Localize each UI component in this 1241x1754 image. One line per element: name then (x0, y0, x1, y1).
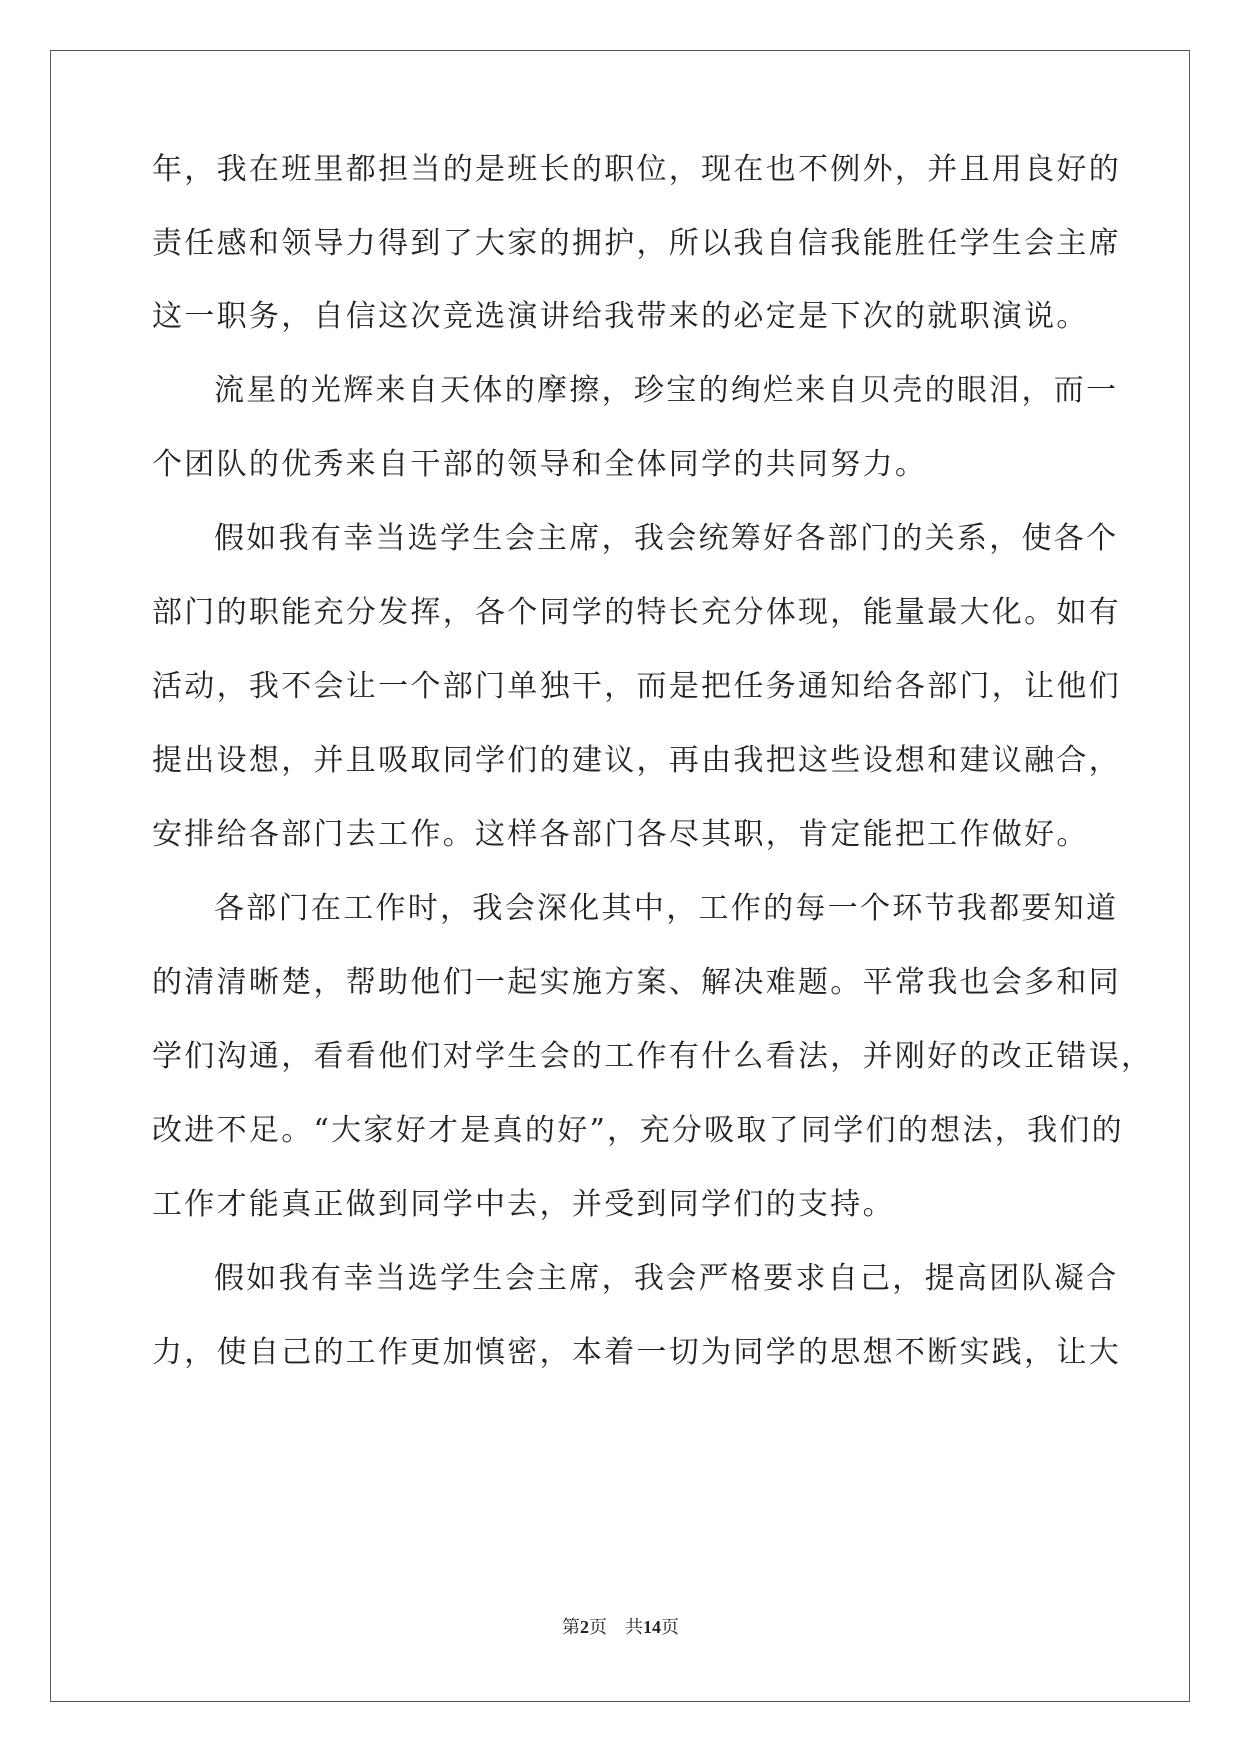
text-line: 改进不足。“大家好才是真的好”，充分吸取了同学们的想法，我们的 (152, 1113, 1124, 1148)
footer-suffix: 页 (661, 1617, 679, 1637)
text-line: 安排给各部门去工作。这样各部门各尽其职，肯定能把工作做好。 (152, 817, 1089, 852)
text-line: 提出设想，并且吸取同学们的建议，再由我把这些设想和建议融合， (152, 743, 1121, 778)
text-line: 的清清晰楚，帮助他们一起实施方案、解决难题。平常我也会多和同 (152, 965, 1121, 1000)
current-page-number: 2 (580, 1617, 589, 1637)
text-line: 责任感和领导力得到了大家的拥护，所以我自信我能胜任学生会主席 (152, 226, 1121, 261)
paragraph-start-line: 流星的光辉来自天体的摩擦，珍宝的绚烂来自贝壳的眼泪，而一 (214, 373, 1119, 408)
total-pages-number: 14 (643, 1617, 661, 1637)
footer-mid: 页 共 (589, 1617, 643, 1637)
paragraph-start-line: 假如我有幸当选学生会主席，我会严格要求自己，提高团队凝合 (214, 1261, 1119, 1296)
footer-prefix: 第 (562, 1617, 580, 1637)
paragraph-start-line: 各部门在工作时，我会深化其中，工作的每一个环节我都要知道 (214, 891, 1119, 926)
text-line: 个团队的优秀来自干部的领导和全体同学的共同努力。 (152, 447, 928, 482)
text-line: 活动，我不会让一个部门单独干，而是把任务通知给各部门，让他们 (152, 669, 1121, 704)
text-line: 年，我在班里都担当的是班长的职位，现在也不例外，并且用良好的 (152, 152, 1121, 187)
paragraph-start-line: 假如我有幸当选学生会主席，我会统筹好各部门的关系，使各个 (214, 521, 1119, 556)
text-line: 部门的职能充分发挥，各个同学的特长充分体现，能量最大化。如有 (152, 595, 1121, 630)
text-line: 工作才能真正做到同学中去，并受到同学们的支持。 (152, 1187, 895, 1222)
text-line: 力，使自己的工作更加慎密，本着一切为同学的思想不断实践，让大 (152, 1335, 1121, 1370)
text-line: 这一职务，自信这次竞选演讲给我带来的必定是下次的就职演说。 (152, 299, 1089, 334)
text-line: 学们沟通，看看他们对学生会的工作有什么看法，并刚好的改正错误， (152, 1039, 1154, 1074)
page-footer (0, 1613, 1241, 1639)
